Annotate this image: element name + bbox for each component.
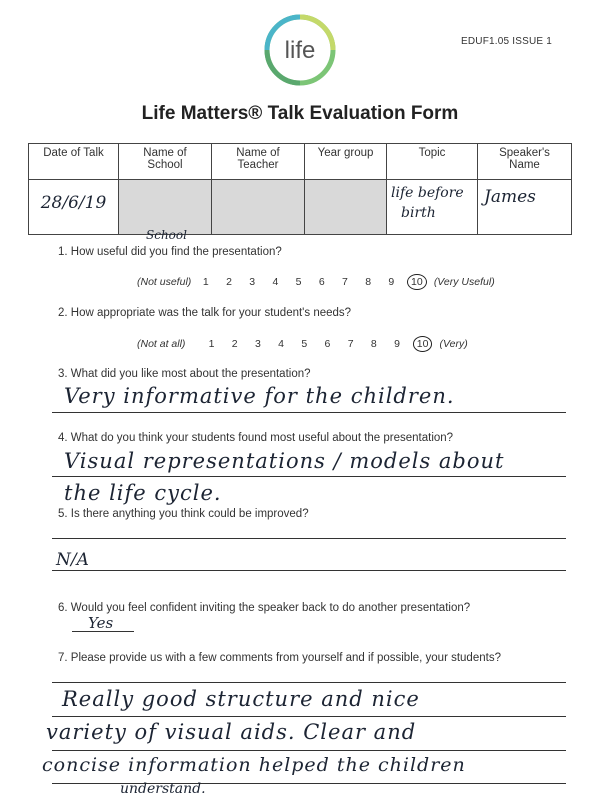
topic-cell (387, 180, 478, 235)
scale-option-selected[interactable]: 10 (413, 336, 433, 352)
document-code: EDUF1.05 ISSUE 1 (460, 36, 552, 47)
scale-option[interactable]: 4 (278, 338, 284, 350)
scale-option[interactable]: 1 (208, 338, 215, 350)
answer-7-line-2: variety of visual aids. Clear and (46, 720, 417, 744)
question-2: 2. How appropriate was the talk for your student's needs? (58, 307, 352, 319)
scale-option[interactable]: 3 (254, 338, 261, 350)
question-5: 5. Is there anything you think could be improved? (58, 508, 309, 520)
scale-high-label: (Very Useful) (433, 276, 495, 288)
school-cell-redacted (119, 180, 212, 235)
answer-4-line-2: the life cycle. (64, 481, 222, 505)
column-header-year-group: Year group (305, 144, 387, 180)
year-group-cell-redacted (305, 180, 387, 235)
answer-line (52, 716, 566, 717)
life-logo (262, 12, 338, 88)
scale-high-label: (Very) (439, 338, 468, 350)
scale-option[interactable]: 7 (342, 276, 348, 288)
date-cell (29, 180, 119, 235)
scale-option[interactable]: 5 (295, 276, 302, 288)
speaker-cell (478, 180, 572, 235)
question-4: 4. What do you think your students found most useful about the presentation? (58, 432, 454, 444)
scale-option[interactable]: 7 (347, 338, 354, 350)
appropriateness-scale (137, 338, 468, 350)
answer-4-line-1: Visual representations / models about (64, 449, 505, 473)
talk-details-table (28, 143, 572, 235)
speaker-value: James (484, 187, 536, 207)
teacher-cell-redacted (212, 180, 305, 235)
answer-line (52, 476, 566, 477)
question-1: 1. How useful did you find the presentation? (58, 246, 282, 258)
answer-7-line-1: Really good structure and nice (62, 687, 420, 711)
answer-7-line-4: understand. (120, 781, 206, 797)
column-header-date: Date of Talk (29, 144, 119, 180)
logo-text: life (284, 37, 316, 64)
answer-6-underline (72, 631, 134, 632)
question-3: 3. What did you like most about the presentation? (58, 368, 311, 380)
topic-line-1: life before (391, 185, 464, 201)
usefulness-scale (137, 276, 495, 288)
scale-low-label: (Not at all) (137, 338, 186, 350)
form-title: Life Matters® Talk Evaluation Form (141, 103, 459, 124)
scale-option[interactable]: 6 (324, 338, 331, 350)
scale-option[interactable]: 6 (318, 276, 325, 288)
question-7: 7. Please provide us with a few comments from yourself and if possible, your students? (58, 652, 501, 664)
answer-5: N/A (56, 550, 89, 570)
scale-option[interactable]: 8 (370, 338, 377, 350)
answer-line (52, 750, 566, 751)
scale-option[interactable]: 2 (231, 338, 238, 350)
column-header-speaker: Speaker's Name (478, 144, 572, 180)
answer-6: Yes (88, 614, 114, 632)
column-header-topic: Topic (387, 144, 478, 180)
scale-option[interactable]: 8 (365, 276, 372, 288)
date-value: 28/6/19 (40, 193, 107, 213)
scale-low-label: (Not useful) (137, 276, 192, 288)
answer-line (52, 412, 566, 413)
answer-line (52, 682, 566, 683)
column-header-teacher: Name of Teacher (212, 144, 305, 180)
question-6: 6. Would you feel confident inviting the speaker back to do another presentation? (58, 602, 471, 614)
answer-3: Very informative for the children. (64, 384, 455, 408)
scale-option-selected[interactable]: 10 (407, 274, 427, 290)
scale-option[interactable]: 9 (388, 276, 395, 288)
scale-option[interactable]: 2 (226, 276, 232, 288)
scale-option[interactable]: 1 (202, 276, 209, 288)
scale-option[interactable]: 4 (272, 276, 279, 288)
column-header-school: Name of School (119, 144, 212, 180)
scale-option[interactable]: 5 (301, 338, 308, 350)
answer-line (52, 570, 566, 571)
answer-7-line-3: concise information helped the children (42, 754, 466, 776)
scale-option[interactable]: 3 (249, 276, 256, 288)
topic-line-2: birth (401, 205, 436, 221)
school-annotation: School (146, 228, 187, 242)
scale-option[interactable]: 9 (394, 338, 400, 350)
answer-line (52, 538, 566, 539)
